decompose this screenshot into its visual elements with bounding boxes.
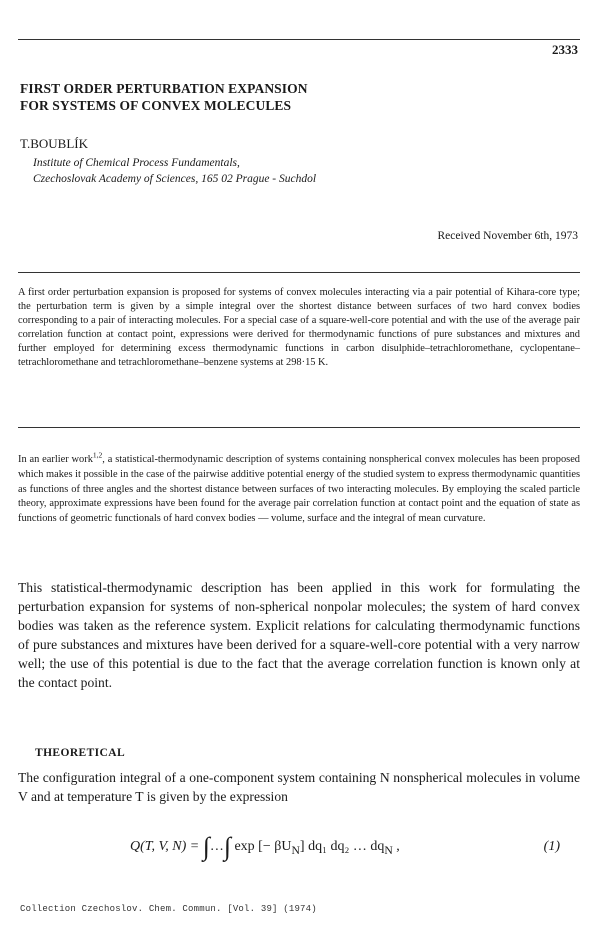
- affiliation-line-2: Czechoslovak Academy of Sciences, 165 02 Prague - Suchdol: [33, 173, 317, 185]
- title-line-2: FOR SYSTEMS OF CONVEX MOLECULES: [20, 98, 292, 113]
- page-number: 2333: [552, 42, 578, 57]
- reference-superscript: 1,2: [92, 450, 103, 460]
- equation-1: [130, 831, 560, 868]
- section-heading: THEORETICAL: [35, 747, 126, 759]
- equation-rhs-tail: ] dq₁ dq₂ … dq: [299, 839, 385, 854]
- integral-sign-icon: ∫: [202, 831, 210, 861]
- top-rule: [18, 39, 580, 40]
- equation-tail-subscript: N: [384, 843, 393, 857]
- equation-body: [130, 831, 400, 861]
- equation-tail-end: ,: [392, 839, 400, 854]
- received-date: Received November 6th, 1973: [437, 230, 578, 242]
- body-paragraph-1: This statistical-thermodynamic description has been applied in this work for formulating the perturbation expansion for systems of non-spherical nonpolar molecules; the system of hard convex bodies was taken as the reference system. Explicit relations for calculating thermodynamic functions of pure substances and mixtures have been derived for a square-well-core potential with a very narrow well; the use of this potential is due to the fact that the average correlation function is known only at the contact point.: [18, 580, 580, 690]
- intro-text-rest: , a statistical-thermodynamic description of systems containing nonspherical convex molecules has been proposed which makes it possible in the case of the pairwise additive potential energy of the studied system to express thermodynamic quantities as functions of three angles and the shortest distance between surfaces of two interacting molecules. By employing the scaled particle theory, approximate expressions have been found for the average pair correlation function at contact point and the equation of state as functions of geometric functionals of hard convex bodies — volume, surface and the integral of mean curvature.: [18, 454, 580, 525]
- abstract-top-rule: [18, 272, 580, 273]
- author-affiliation: [33, 155, 316, 187]
- author-name: T.BOUBLÍK: [20, 136, 89, 151]
- equation-number: (1): [543, 839, 560, 854]
- journal-footer: Collection Czechoslov. Chem. Commun. [Vol. 39] (1974): [20, 904, 317, 914]
- intro-text-start: In an earlier work: [18, 454, 93, 465]
- equation-rhs: exp [− βU: [234, 839, 292, 854]
- article-title: [20, 80, 580, 114]
- equation-rhs-subscript: N: [291, 843, 300, 857]
- equation-lhs: Q(T, V, N) =: [130, 839, 200, 854]
- affiliation-line-1: Institute of Chemical Process Fundamentals,: [33, 157, 240, 169]
- ellipsis: …: [209, 839, 224, 854]
- abstract: A first order perturbation expansion is proposed for systems of convex molecules interacting via a pair potential of Kihara-core type; the perturbation term is given by a simple integral over the shortest distance between surfaces of two hard convex bodies corresponding to a pair of interacting molecules. For a special case of a square-well-core potential and with the use of the average pair correlation function at contact point, expressions were derived for thermodynamic functions of pure substances and mixtures and further employed for determining excess thermodynamic functions in carbon disulphide–tetrachloromethane, cyclopentane–tetrachloromethane and tetrachloromethane–benzene systems at 298·15 K.: [18, 287, 580, 368]
- title-line-1: FIRST ORDER PERTURBATION EXPANSION: [20, 81, 308, 96]
- abstract-bottom-rule: [18, 427, 580, 428]
- integral-sign-icon-2: ∫: [223, 831, 231, 861]
- body-paragraph-2: The configuration integral of a one-component system containing N nonspherical molecules in volume V and at temperature T is given by the expression: [18, 770, 580, 804]
- intro-paragraph: [18, 450, 580, 527]
